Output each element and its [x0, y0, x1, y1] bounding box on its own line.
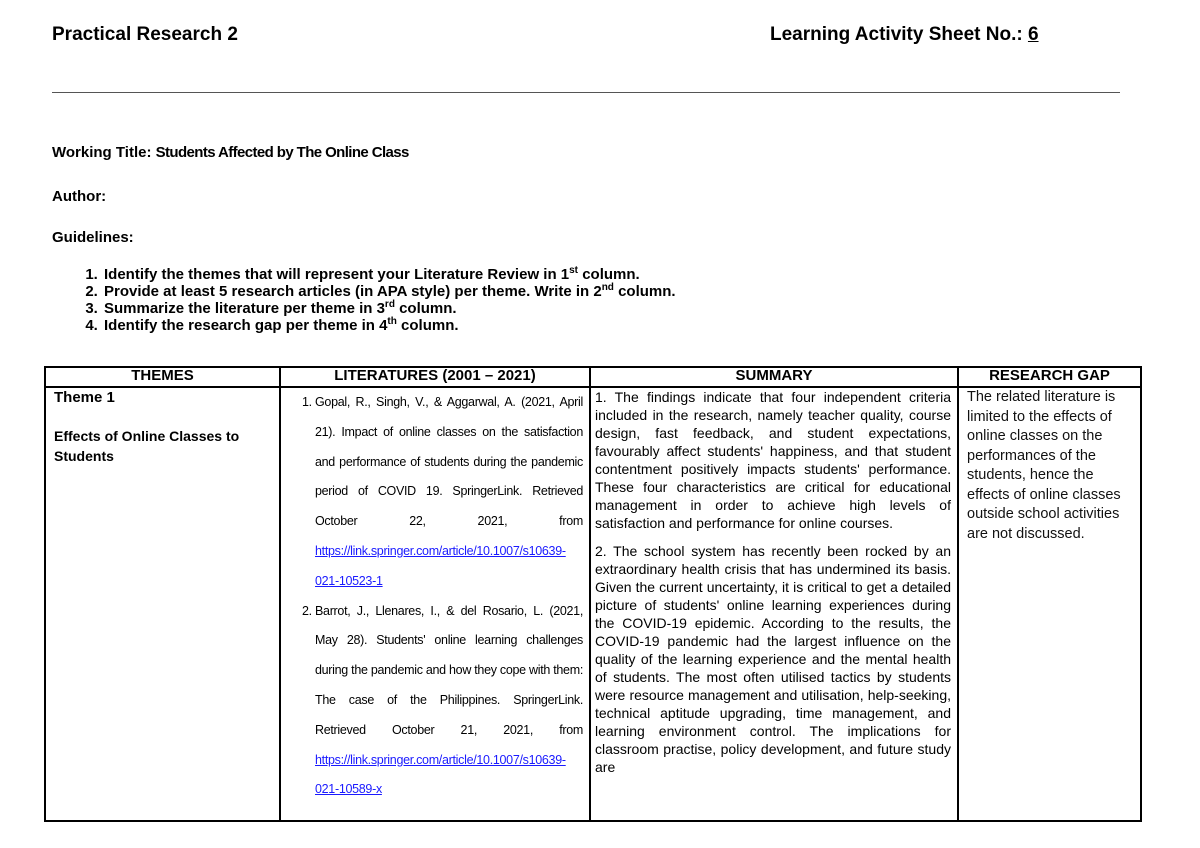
guidelines-label: Guidelines: [52, 229, 134, 246]
reference-link[interactable]: https://link.springer.com/article/10.1007/s10639-021-10589-x [315, 752, 566, 797]
guideline-item: 3. Summarize the literature per theme in 3rd column. [102, 300, 676, 317]
header-research-gap: RESEARCH GAP [958, 367, 1141, 387]
reference-item [315, 388, 583, 597]
header-literatures: LITERATURES (2001 – 2021) [280, 367, 590, 387]
sheet-number: 6 [1027, 24, 1039, 45]
literature-cell [280, 387, 590, 821]
working-title [52, 144, 409, 161]
guideline-item: 2. Provide at least 5 research articles (in APA style) per theme. Write in 2nd column. [102, 283, 676, 300]
reference-text: Gopal, R., Singh, V., & Aggarwal, A. (2021, April 21). Impact of online classes on the satisfaction and performance of students during the pandemic period of COVID 19. SpringerLink. Retrieved October 22, 2021, from [315, 395, 583, 529]
reference-item [315, 597, 583, 806]
table-header-row [45, 367, 1141, 387]
guideline-item: 1. Identify the themes that will represent your Literature Review in 1st column. [102, 266, 676, 283]
reference-text: Barrot, J., Llenares, I., & del Rosario, L. (2021, May 28). Students' online learning challenges during the pandemic and how they cope with them: The case of the Philippines. SpringerLink. Retrieved October 21, 2021, from [315, 603, 583, 737]
working-title-label: Working Title: [52, 144, 152, 161]
reference-list [289, 388, 583, 805]
theme-cell [45, 387, 280, 821]
literature-review-table [44, 366, 1142, 822]
guideline-item: 4. Identify the research gap per theme in 4th column. [102, 317, 676, 334]
subject-title: Practical Research 2 [52, 24, 238, 45]
summary-paragraph: 2. The school system has recently been rocked by an extraordinary health crisis that has undermined its basis. Given the current uncertainty, it is critical to get a detailed picture of students' online learning experiences during the COVID-19 epidemic. According to the results, the COVID-19 pandemic had the largest influence on the quality of the learning experience and the mental health of students. The most often utilised tactics by students were resource management and utilisation, help-seeking, technical aptitude upgrading, time management, and learning environment control. The implications for classroom practise, policy development, and future study are [595, 543, 951, 775]
working-title-value: Students Affected by The Online Class [155, 144, 409, 161]
header-themes: THEMES [45, 367, 280, 387]
sheet-number-heading [770, 24, 1039, 46]
reference-link[interactable]: https://link.springer.com/article/10.1007/s10639-021-10523-1 [315, 543, 566, 588]
research-gap-cell: The related literature is limited to the effects of online classes on the performances of the students, hence the effects of online classes outside school activities are not discussed. [958, 387, 1141, 821]
header-summary: SUMMARY [590, 367, 958, 387]
summary-cell [590, 387, 958, 821]
header-divider [52, 92, 1120, 93]
summary-paragraph: 1. The findings indicate that four independent criteria included in the research, namely teacher quality, course design, fast feedback, and student expectations, favourably affect students' happiness, and that student contentment positively impacts students' performance. These four characteristics are critical for educational management in order to achieve high levels of satisfaction and performance for online courses. [595, 389, 951, 531]
guidelines-list [52, 266, 676, 334]
author-label: Author: [52, 188, 107, 205]
table-row [45, 387, 1141, 821]
theme-number: Theme 1 [54, 389, 115, 406]
theme-title: Effects of Online Classes to Students [54, 428, 240, 464]
sheet-label: Learning Activity Sheet No.: [770, 24, 1023, 45]
